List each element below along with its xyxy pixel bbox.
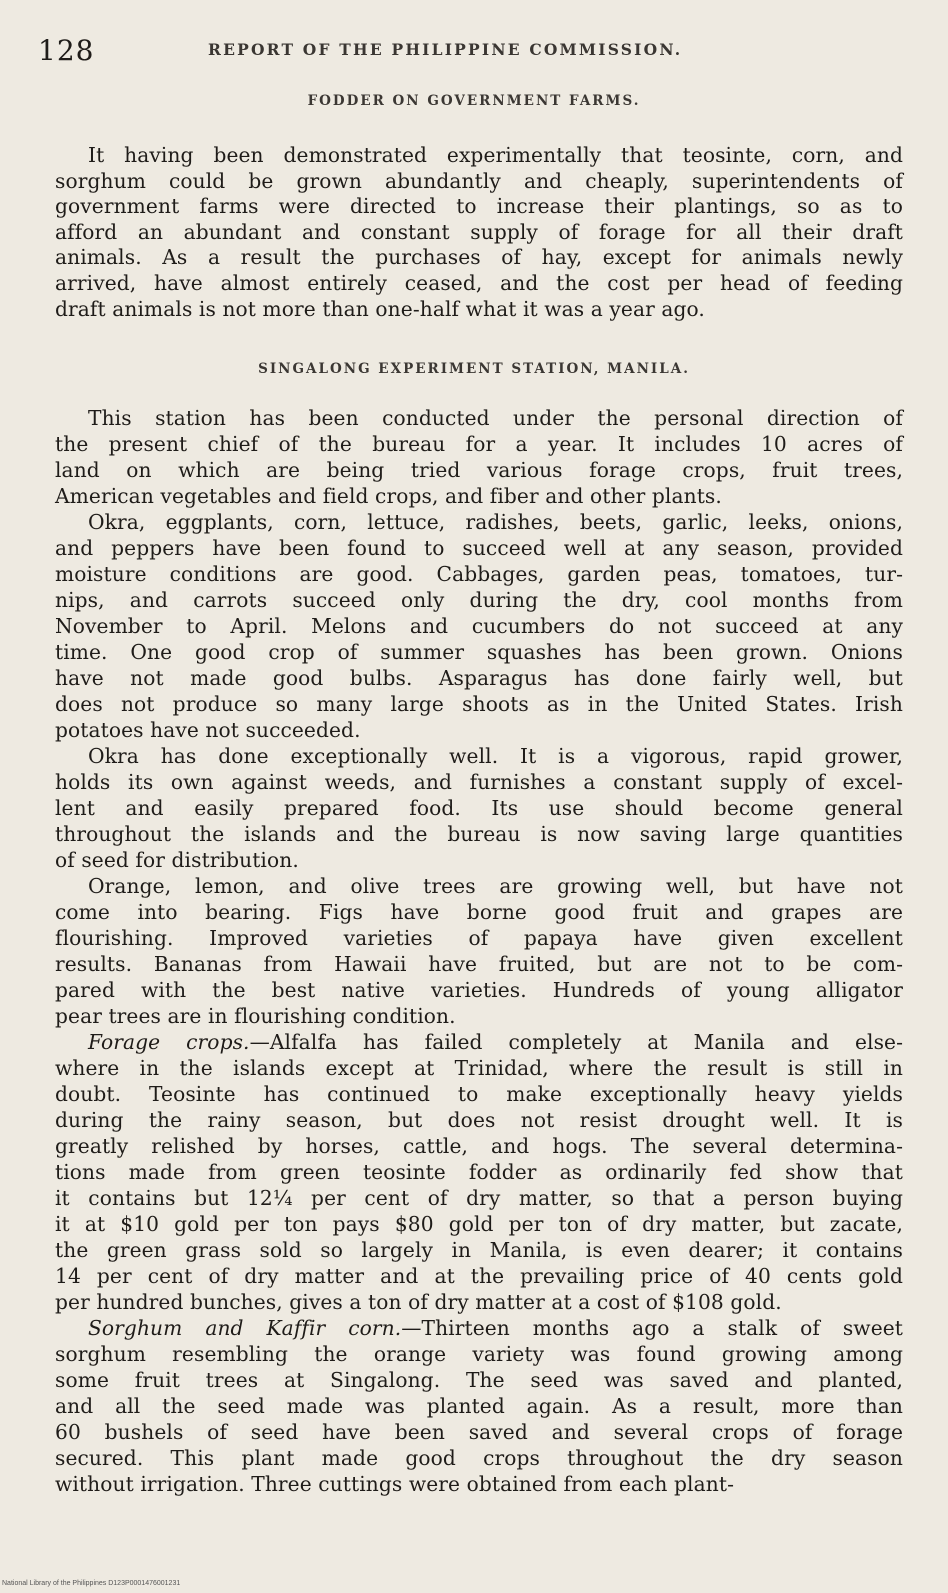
text-line: some fruit trees at Singalong. The seed was saved and planted, xyxy=(55,1368,903,1392)
text-line: nips, and carrots succeed only during the dry, cool months from xyxy=(55,588,903,612)
text-line: come into bearing. Figs have borne good fruit and grapes are xyxy=(55,900,903,924)
text-line: and all the seed made was planted again. As a result, more than xyxy=(55,1394,903,1418)
text-line: 14 per cent of dry matter and at the prevailing price of 40 cents gold xyxy=(55,1264,903,1288)
scan-footer: National Library of the Philippines D123P0001476001231 xyxy=(2,1580,181,1587)
text-line: it contains but 12¼ per cent of dry matter, so that a person buying xyxy=(55,1186,903,1210)
text-line: it at $10 gold per ton pays $80 gold per ton of dry matter, but zacate, xyxy=(55,1212,903,1236)
text-line: American vegetables and field crops, and fiber and other plants. xyxy=(55,484,722,508)
text-line: holds its own against weeds, and furnishes a constant supply of excel- xyxy=(55,770,903,794)
running-title: REPORT OF THE PHILIPPINE COMMISSION. xyxy=(208,40,683,59)
page-header xyxy=(38,34,908,68)
page-number: 128 xyxy=(38,34,95,67)
text-line: Okra has done exceptionally well. It is a vigorous, rapid grower, xyxy=(88,744,903,768)
section-heading-singalong: SINGALONG EXPERIMENT STATION, MANILA. xyxy=(258,361,690,377)
text-line: results. Bananas from Hawaii have fruited, but are not to be com- xyxy=(55,952,903,976)
text-line: secured. This plant made good crops throughout the dry season xyxy=(55,1446,903,1470)
section-heading-fodder: FODDER ON GOVERNMENT FARMS. xyxy=(307,93,641,109)
text-line: This station has been conducted under the personal direction of xyxy=(88,406,903,430)
text-line: animals. As a result the purchases of hay, except for animals newly xyxy=(55,245,903,270)
text-line: pared with the best native varieties. Hundreds of young alligator xyxy=(55,978,903,1002)
text-line: without irrigation. Three cuttings were obtained from each plant- xyxy=(55,1472,734,1496)
text-line: the present chief of the bureau for a year. It includes 10 acres of xyxy=(55,432,903,456)
text-line: sorghum could be grown abundantly and cheaply, superintendents of xyxy=(55,168,903,193)
text-line: the green grass sold so largely in Manila, is even dearer; it contains xyxy=(55,1238,903,1262)
text-line: land on which are being tried various forage crops, fruit trees, xyxy=(55,458,903,482)
text-line: where in the islands except at Trinidad, where the result is still in xyxy=(55,1056,903,1080)
text-line: pear trees are in flourishing condition. xyxy=(55,1004,456,1028)
text-line: afford an abundant and constant supply of forage for all their draft xyxy=(55,219,903,244)
text-line: draft animals is not more than one-half what it was a year ago. xyxy=(55,296,705,321)
text-line: 60 bushels of seed have been saved and several crops of forage xyxy=(55,1420,903,1444)
text-line: arrived, have almost entirely ceased, and the cost per head of feeding xyxy=(55,271,903,295)
text-line: government farms were directed to increase their plantings, so as to xyxy=(55,194,903,219)
text-line: November to April. Melons and cucumbers do not succeed at any xyxy=(55,614,903,638)
text-line: sorghum resembling the orange variety was found growing among xyxy=(55,1342,903,1366)
text-line: moisture conditions are good. Cabbages, garden peas, tomatoes, tur- xyxy=(55,562,903,586)
text-line: throughout the islands and the bureau is now saving large quantities xyxy=(55,822,903,846)
text-line: of seed for distribution. xyxy=(55,848,299,872)
text-line: Forage crops.—Alfalfa has failed completely at Manila and else- xyxy=(88,1030,904,1054)
text-line: does not produce so many large shoots as in the United States. Irish xyxy=(55,692,903,716)
text-line: and peppers have been found to succeed well at any season, provided xyxy=(55,536,903,560)
text-line: have not made good bulbs. Asparagus has done fairly well, but xyxy=(55,666,903,690)
text-line: during the rainy season, but does not resist drought well. It is xyxy=(55,1108,903,1132)
text-line: time. One good crop of summer squashes has been grown. Onions xyxy=(55,640,903,664)
text-line: flourishing. Improved varieties of papaya have given excellent xyxy=(55,926,903,950)
text-line: potatoes have not succeeded. xyxy=(55,718,361,742)
text-line: lent and easily prepared food. Its use should become general xyxy=(55,796,903,820)
text-line: greatly relished by horses, cattle, and hogs. The several determina- xyxy=(55,1134,903,1158)
text-line: Okra, eggplants, corn, lettuce, radishes, beets, garlic, leeks, onions, xyxy=(88,510,903,534)
text-line: It having been demonstrated experimentally that teosinte, corn, and xyxy=(88,143,903,167)
text-line: per hundred bunches, gives a ton of dry matter at a cost of $108 gold. xyxy=(55,1290,782,1314)
text-line: doubt. Teosinte has continued to make exceptionally heavy yields xyxy=(55,1082,903,1106)
text-line: Sorghum and Kaffir corn.—Thirteen months ago a stalk of sweet xyxy=(88,1316,903,1340)
text-line: tions made from green teosinte fodder as ordinarily fed show that xyxy=(55,1160,903,1184)
text-line: Orange, lemon, and olive trees are growing well, but have not xyxy=(88,874,903,898)
